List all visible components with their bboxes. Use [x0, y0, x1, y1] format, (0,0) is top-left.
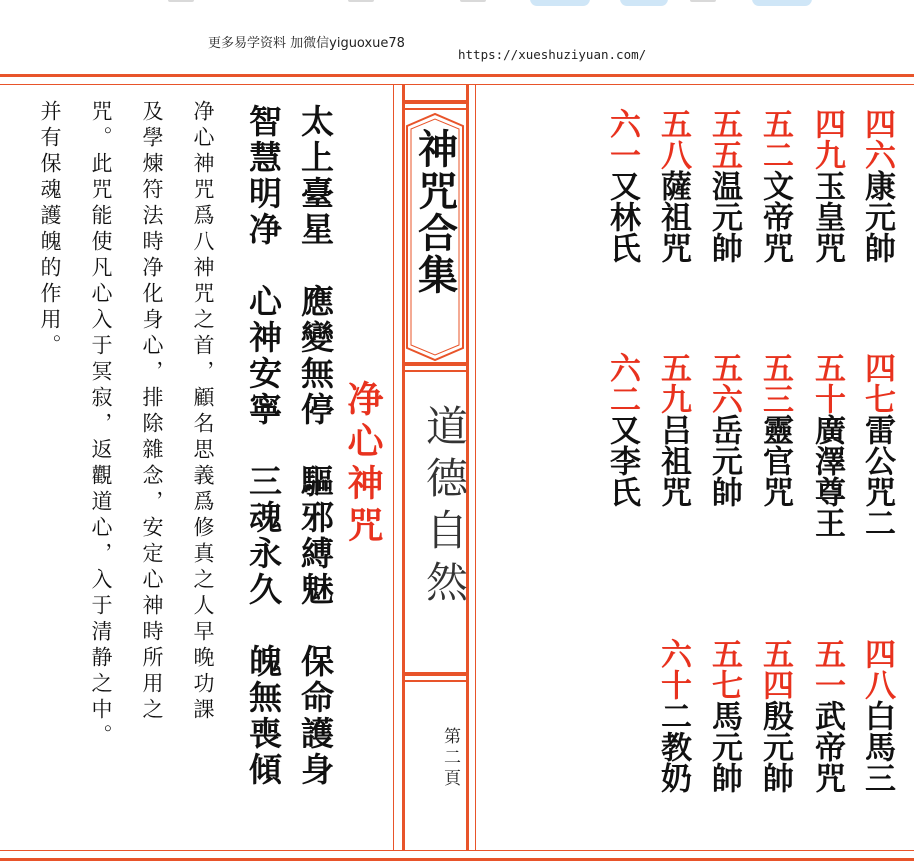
spine-band: [402, 108, 469, 110]
toc-name: 廣澤尊王: [809, 414, 845, 538]
toc-name: 吕祖咒: [655, 414, 691, 507]
bottom-border-inner: [0, 850, 914, 851]
left-page-edge: [393, 84, 394, 850]
seal-text: 道德自然: [420, 404, 469, 612]
toolbar-fragment: [690, 0, 716, 2]
toc-name: 岳元帥: [706, 414, 742, 507]
spine-band: [402, 100, 469, 104]
toolbar-fragment: [460, 0, 486, 2]
toc-name: 靈官咒: [757, 414, 793, 507]
watermark: [0, 17, 914, 62]
toc-name: 康元帥: [859, 170, 895, 263]
toc-entry[interactable]: [855, 352, 900, 538]
toc-entry[interactable]: [651, 108, 696, 263]
toolbar-button[interactable]: [620, 0, 668, 6]
toc-entry[interactable]: [753, 638, 798, 793]
commentary-line: 并有保魂護魄的作用。: [38, 100, 62, 360]
toc-number: 四七: [859, 352, 895, 414]
toc-name: 温元帥: [706, 170, 742, 263]
toc-number: 六二: [604, 352, 640, 414]
toc-entry[interactable]: [702, 108, 747, 263]
spine-band: [402, 672, 469, 676]
toc-number: 五九: [655, 352, 691, 414]
toc-entry[interactable]: [651, 638, 696, 793]
toc-number: 四六: [859, 108, 895, 170]
toolbar-fragment: [348, 0, 374, 2]
toc-number: 四八: [859, 638, 895, 700]
toc-name: 又林氏: [604, 170, 640, 263]
top-border: [0, 74, 914, 77]
toc-entry[interactable]: [855, 108, 900, 263]
toc-entry[interactable]: [702, 638, 747, 793]
incantation-title: 净心神咒: [342, 380, 384, 548]
toolbar-button[interactable]: [530, 0, 590, 6]
toc-number: 六十: [655, 638, 691, 700]
toc-name: 馬元帥: [706, 700, 742, 793]
toc-entry[interactable]: [753, 352, 798, 507]
toc-number: 四九: [809, 108, 845, 170]
bottom-border: [0, 858, 914, 861]
toc-entry[interactable]: [855, 638, 900, 793]
commentary-line: 净心神咒爲八神咒之首，顧名思義爲修真之人早晚功課: [191, 100, 215, 724]
top-border-inner: [0, 84, 914, 85]
toc-number: 五八: [655, 108, 691, 170]
toc-number: 五七: [706, 638, 742, 700]
toc-name: 薩祖咒: [655, 170, 691, 263]
toc-entry[interactable]: [753, 108, 798, 263]
page-number: 第二頁: [440, 727, 460, 790]
toc-entry[interactable]: [805, 108, 850, 263]
spine-band: [402, 370, 469, 372]
toc-number: 五二: [757, 108, 793, 170]
spine-band: [402, 680, 469, 682]
toc-number: 五一: [809, 638, 845, 700]
right-page-edge: [475, 84, 476, 850]
verse-line: 太上臺星 應變無停 驅邪縛魅 保命護身: [296, 104, 335, 788]
toc-entry[interactable]: [805, 638, 850, 793]
toolbar-button[interactable]: [752, 0, 812, 6]
toc-name: 武帝咒: [809, 700, 845, 793]
toc-name: 雷公咒二: [859, 414, 895, 538]
toolbar-fragment: [168, 0, 194, 2]
toc-name: 二教奶: [655, 700, 691, 793]
toc-number: 六一: [604, 108, 640, 170]
watermark-contact: 更多易学资料 加微信yiguoxue78: [208, 36, 405, 51]
toc-entry[interactable]: [805, 352, 850, 538]
commentary-line: 咒。此咒能使凡心入于冥寂，返觀道心，入于清静之中。: [89, 100, 113, 750]
spine-band: [402, 362, 469, 366]
toc-number: 五五: [706, 108, 742, 170]
toc-entry[interactable]: [600, 352, 645, 507]
commentary-line: 及學煉符法時净化身心，排除雜念，安定心神時所用之: [140, 100, 164, 724]
watermark-url[interactable]: https://xueshuziyuan.com/: [458, 47, 647, 62]
toc-name: 白馬三: [859, 700, 895, 793]
toc-number: 五六: [706, 352, 742, 414]
toc-number: 五三: [757, 352, 793, 414]
book-title: 神咒合集: [411, 128, 459, 296]
toc-entry[interactable]: [702, 352, 747, 507]
toc-entry[interactable]: [600, 108, 645, 263]
cropped-toolbar: [0, 0, 914, 8]
toc-name: 殷元帥: [757, 700, 793, 793]
toc-name: 玉皇咒: [809, 170, 845, 263]
toc-name: 又李氏: [604, 414, 640, 507]
toc-name: 文帝咒: [757, 170, 793, 263]
toc-number: 五四: [757, 638, 793, 700]
verse-line: 智慧明净 心神安寧 三魂永久 魄無喪傾: [244, 104, 283, 788]
toc-entry[interactable]: [651, 352, 696, 507]
toc-number: 五十: [809, 352, 845, 414]
